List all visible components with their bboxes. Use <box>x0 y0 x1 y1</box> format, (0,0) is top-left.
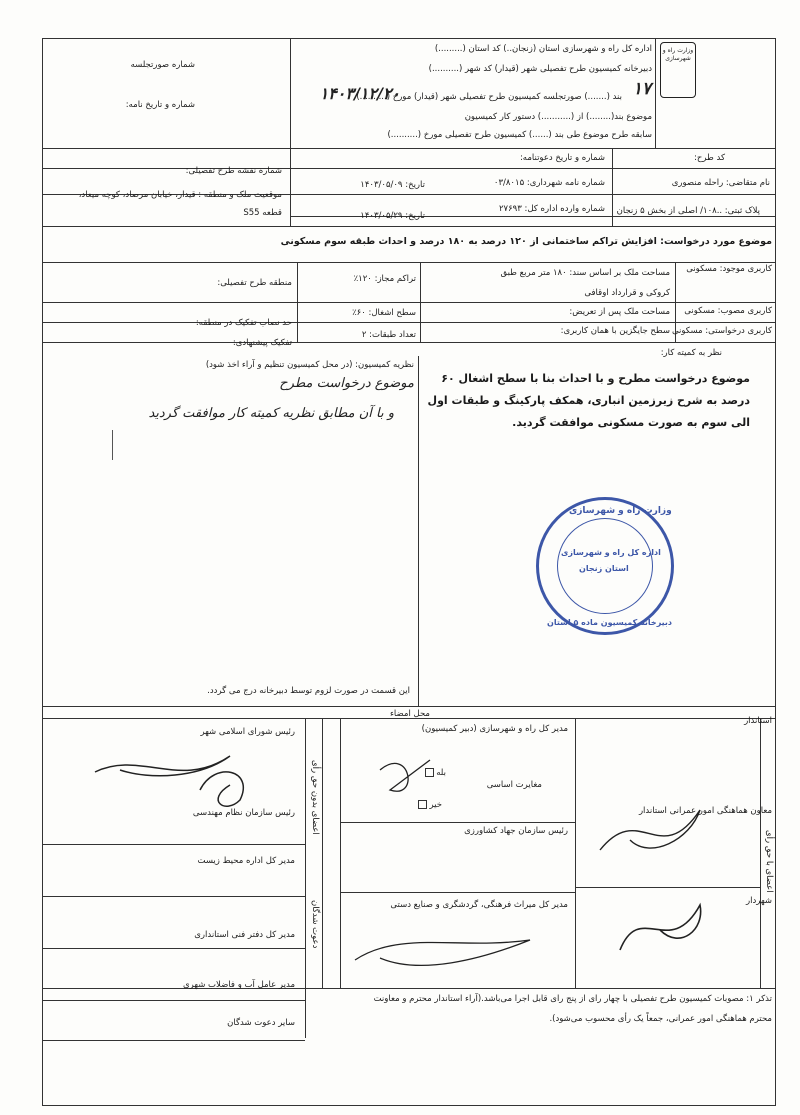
no-text: خیر <box>429 800 442 810</box>
agriculture-label: رئیس سازمان جهاد کشاورزی <box>464 826 568 836</box>
allowed-density: تراکم مجاز: ۱۲۰٪ <box>353 274 416 284</box>
municipality-date: تاریخ: ۱۴۰۳/۰۵/۰۹ <box>360 180 425 190</box>
handwritten-opinion-line2: و با آن مطابق نظریه کمیته کار موافقت گردید <box>148 406 394 421</box>
proposed-subdivision: تفکیک پیشنهادی: <box>232 338 292 348</box>
committee-opinion-label: نظر به کمیته کار: <box>660 348 722 358</box>
header-line2: دبیرخانه کمیسیون طرح تفصیلی شهر (قیدار) کد شهر (..........) <box>428 64 652 74</box>
minutes-number-label: شماره صورتجلسه <box>130 60 195 70</box>
secretariat-note: این قسمت در صورت لزوم توسط دبیرخانه درج می گردد. <box>207 686 410 696</box>
applicant-label: نام متقاضی: راحله منصوری <box>671 178 770 188</box>
governor-label: استاندار <box>744 716 772 726</box>
floor-count: تعداد طبقات: ۲ <box>361 330 416 340</box>
heritage-label: مدیر کل میراث فرهنگی، گردشگری و صنایع دستی <box>390 900 568 910</box>
other-invitees-label: سایر دعوت شدگان <box>227 1018 295 1028</box>
stamp-inner-text2: استان زنجان <box>579 564 629 573</box>
requested-use: کاربری درخواستی: مسکونی <box>671 326 772 336</box>
invitation-label: شماره و تاریخ دعوتنامه: <box>519 153 605 163</box>
approved-use: کاربری مصوب: مسکونی <box>684 306 772 316</box>
sign-place-label: محل امضاء <box>389 709 430 719</box>
council-label: رئیس شورای اسلامی شهر <box>200 727 295 737</box>
header-line5: سابقه طرح موضوع طی بند (......) کمیسیون طرح تفصیلی مورخ (..........) <box>387 130 652 140</box>
plaque-number: پلاک ثبتی: ..۱۰۸/ اصلی از بخش ۵ زنجان <box>616 206 760 216</box>
engineering-label: رئیس سازمان نظام مهندسی <box>192 808 295 818</box>
property-location: موقعیت ملک و منطقه : قیدار، خیابان مرصاد، کوچه میعاد، <box>78 190 282 200</box>
letter-number-date-label: شماره و تاریخ نامه: <box>125 100 195 110</box>
stamp-inner-text1: اداره کل راه و شهرسازی <box>561 548 661 557</box>
session-date: ۱۴۰۳/۱۲/۲۰ <box>319 84 400 103</box>
non-voting-label: اعضای بدون حق رأی <box>310 760 320 835</box>
office-incoming-number: شماره وارده اداره کل: ۲۷۶۹۳ <box>498 204 605 214</box>
municipality-letter: شماره نامه شهرداری: ۰۳/۸۰۱۵ <box>493 178 605 188</box>
engineering-signature <box>200 772 243 806</box>
request-subject: موضوع مورد درخواست: افزایش تراکم ساختمانی از ۱۲۰ درصد به ۱۸۰ درصد و احداث طبقه سوم مسکونی <box>280 236 772 247</box>
detail-plan-zone: منطقه طرح تفصیلی: <box>217 278 292 288</box>
minimum-lot-size: حد نصاب تفکیک در منطقه: <box>195 318 292 328</box>
footer-note-line2: محترم هماهنگی امور عمرانی، جمعاً یک رأی محسوب می‌شود). <box>549 1014 772 1024</box>
committee-opinion-text: موضوع درخواست مطرح و با احداث بنا با سطح اشغال ۶۰ درصد به شرح زیرزمین انباری، همکف پارکینگ و طبقات اول الی سوم به صورت مسکونی موافقت گردید. <box>427 372 750 429</box>
council-signature <box>95 756 230 776</box>
mayor-label: شهردار <box>746 896 772 906</box>
handwritten-opinion-line1: موضوع درخواست مطرح <box>279 376 414 391</box>
invited-label: دعوت شدگان <box>310 900 320 949</box>
area-after-widening: مساحت ملک پس از تعریض: <box>569 307 670 317</box>
heritage-signature <box>355 940 530 965</box>
roads-dg-label: مدیر کل راه و شهرسازی (دبیر کمیسیون) <box>421 724 568 734</box>
stamp-outer-text: وزارت راه و شهرسازی <box>569 506 672 516</box>
commission-opinion-label: نظریه کمیسیون: (در محل کمیسیون تنظیم و آراء اخذ شود) <box>205 360 414 370</box>
area-by-deed: مساحت ملک بر اساس سند: ۱۸۰ متر مربع طبق <box>500 268 670 278</box>
mayor-signature <box>620 905 701 950</box>
plan-code-label: کد طرح: <box>693 153 725 163</box>
deputy-signature <box>600 810 700 850</box>
header-line3: بند (.......) صورتجلسه کمیسیون طرح تفصیلی شهر (قیدار) مورخ (..........) <box>356 92 622 102</box>
replacement-area: سطح جایگزین با همان کاربری: <box>560 326 670 336</box>
stamp-bottom-text: دبیرخانه کمیسیون ماده ۵ استان <box>547 618 673 627</box>
parcel-code: قطعه S55 <box>243 208 282 218</box>
roads-dg-signature <box>380 760 430 791</box>
existing-use: کاربری موجود: مسکونی <box>686 264 772 274</box>
deputy-governor-label: معاون هماهنگی امور عمرانی استاندار <box>638 806 772 816</box>
band-number: ۱۷ <box>632 79 651 99</box>
area-by-deed-note: کروکی و قرارداد اوقافی <box>584 288 670 298</box>
governorate-tech-label: مدیر کل دفتر فنی استانداری <box>194 930 295 940</box>
logo-text: وزارت راه و شهرسازی <box>662 47 694 62</box>
environment-label: مدیر کل اداره محیط زیست <box>197 856 295 866</box>
footer-note-line1: تذکر ۱: مصوبات کمیسیون طرح تفصیلی با چهار رای از پنج رای قابل اجرا می‌باشد.(آراء استاندار محترم و معاونت <box>373 994 772 1004</box>
water-label: مدیر عامل آب و فاضلاب شهری <box>182 980 295 990</box>
detail-map-label: شماره نقشه طرح تفصیلی: <box>185 166 282 176</box>
header-line4: موضوع بند(........) از (...........) دستور کار کمیسیون <box>464 112 652 122</box>
office-incoming-date: تاریخ: ۱۴۰۳/۰۵/۲۹ <box>360 211 425 221</box>
basic-conflict-label: مغایرت اساسی <box>486 780 542 790</box>
voting-members-label: اعضای با حق رأی <box>764 830 774 893</box>
coverage-ratio: سطح اشغال: ۶۰٪ <box>352 308 416 318</box>
yes-text: بله <box>436 768 446 778</box>
header-line1: اداره کل راه و شهرسازی استان (زنجان..) کد استان (.........) <box>434 44 652 54</box>
